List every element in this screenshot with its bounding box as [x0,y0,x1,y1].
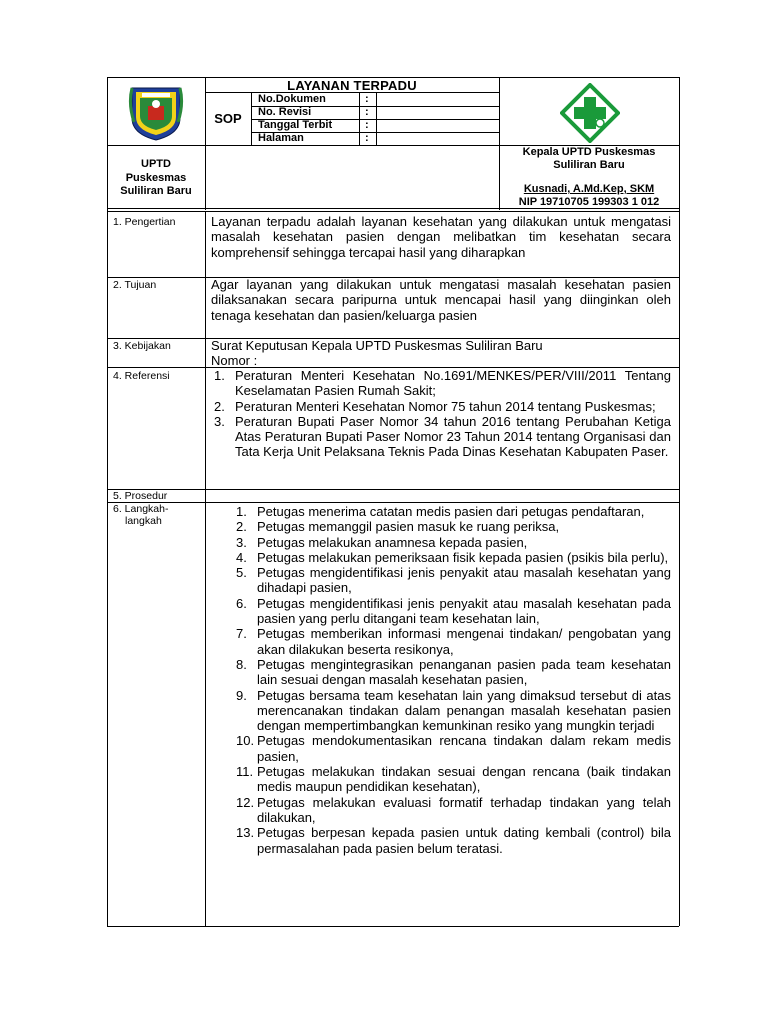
head-title [499,146,679,172]
list-item [214,368,671,399]
list-item-text: Petugas melakukan anamnesa kepada pasien, [257,534,528,550]
list-item-number: 2. [214,398,225,414]
list-item-text: Petugas mengidentifikasi jenis penyakit atau masalah kesehatan yang dihadapi pasien, [257,565,671,596]
section-label-prosedur: 5. Prosedur [113,490,168,502]
regional-emblem-logo [128,84,184,142]
list-item-number: 1. [236,504,247,519]
list-item [236,596,671,627]
kebijakan-line: Surat Keputusan Kepala UPTD Puskesmas Suliliran Baru [211,338,543,353]
list-item-number: 12. [236,794,255,810]
list-item-number: 10. [236,733,255,749]
section-label-langkah [113,503,168,527]
list-item [236,550,671,565]
list-item-text: Petugas bersama team kesehatan lain yang dimaksud tersebut di atas merencanakan tindakan dalam penangan masalah kesehatan pasien dengan mempertimbangkan kemunkinan resiko yang mungkin terjadi [257,687,671,734]
section-label-line: 6. Langkah- [113,503,169,515]
list-item-number: 1. [214,368,225,383]
kebijakan-line: Nomor : [211,353,258,369]
section-text-kebijakan [211,338,671,369]
doc-field-separator: : [365,132,369,144]
list-item-number: 11. [236,764,254,780]
list-item [236,795,671,826]
list-item [236,504,671,519]
section-label-kebijakan: 3. Kebijakan [113,340,171,352]
doc-field-page-label: Halaman [258,132,304,144]
list-item-number: 3. [214,413,225,429]
doc-field-separator: : [365,93,369,105]
section-label-tujuan: 2. Tujuan [113,279,157,291]
list-item-text: Peraturan Menteri Kesehatan Nomor 75 tahun 2014 tentang Puskesmas; [235,398,656,414]
list-item [236,764,671,795]
doc-field-separator: : [365,119,369,131]
list-item [236,565,671,596]
referensi-list [214,368,671,460]
list-item [236,733,671,764]
list-item [236,657,671,688]
doc-field-date-label: Tanggal Terbit [258,119,333,131]
list-item-text: Petugas mengintegrasikan penanganan pasien pada team kesehatan lain sesuai dengan masalah kesehatan pasien, [257,656,671,688]
list-item [236,519,671,534]
list-item-number: 3. [236,534,247,550]
list-item [214,414,671,460]
list-item-text: Petugas mengidentifikasi jenis penyakit atau masalah kesehatan pada pasien yang perlu ditangani team kesehatan lain, [257,595,671,627]
list-item-number: 8. [236,656,247,672]
langkah-list [236,504,671,856]
organization-name [107,158,205,199]
section-label-referensi: 4. Referensi [113,370,170,382]
head-nip: NIP 19710705 199303 1 012 [518,196,660,208]
section-text-tujuan: Agar layanan yang dilakukan untuk mengatasi masalah kesehatan pasien dilaksanakan secara paripurna untuk mencapai hasil yang diinginkan oleh tenaga kesehatan dan pasien/keluarga pasien [211,277,671,323]
list-item-number: 4. [236,549,247,565]
list-item-text: Petugas melakukan evaluasi formatif terhadap tindakan yang telah dilakukan, [257,794,671,825]
list-item-text: Peraturan Bupati Paser Nomor 34 tahun 2016 tentang Perubahan Ketiga Atas Peraturan Bupati Paser Nomor 23 Tahun 2014 tentang Organisasi dan Tata Kerja Unit Pelaksana Teknis Pada Dinas Kesehatan Kabupaten Paser. [235,413,671,460]
list-item-number: 5. [236,565,247,581]
sop-label: SOP [214,111,242,126]
list-item [214,399,671,414]
list-item-text: Petugas menerima catatan medis pasien dari petugas pendaftaran, [257,504,645,519]
doc-field-separator: : [365,106,369,118]
list-item-number: 13. [236,825,255,841]
list-item-text: Peraturan Menteri Kesehatan No.1691/MENKES/PER/VIII/2011 Tentang Keselamatan Pasien Rumah Sakit; [235,368,671,399]
list-item-number: 7. [236,626,247,642]
list-item [236,626,671,657]
doc-field-revision-label: No. Revisi [258,106,312,118]
list-item-text: Petugas memanggil pasien masuk ke ruang periksa, [257,519,560,535]
head-name: Kusnadi, A.Md.Kep, SKM [523,183,655,195]
document-title: LAYANAN TERPADU [287,78,417,93]
puskesmas-logo [560,83,620,143]
section-label-line: langkah [125,515,162,527]
list-item-number: 6. [236,595,247,611]
list-item-number: 9. [236,687,247,703]
organization-name-line: Puskesmas [125,171,187,184]
organization-name-line: Suliliran Baru [120,185,192,197]
list-item-text: Petugas berpesan kepada pasien untuk dating kembali (control) bila permasalahan pada pasien belum teratasi. [257,825,671,856]
list-item-text: Petugas mendokumentasikan rencana tindakan dalam rekam medis pasien, [257,733,671,764]
section-label-pengertian: 1. Pengertian [113,216,176,228]
list-item-text: Petugas melakukan tindakan sesuai dengan rencana (baik tindakan medis maupun pendidikan kesehatan), [257,764,671,795]
list-item-text: Petugas melakukan pemeriksaan fisik kepada pasien (psikis bila perlu), [257,549,669,565]
list-item-number: 2. [236,519,247,535]
head-title-line: Suliliran Baru [553,159,625,171]
head-title-line: Kepala UPTD Puskesmas [522,146,656,158]
list-item [236,825,671,856]
doc-field-number-label: No.Dokumen [258,93,326,105]
organization-name-line: UPTD [141,158,171,170]
list-item [236,535,671,550]
list-item [236,688,671,734]
list-item-text: Petugas memberikan informasi mengenai tindakan/ pengobatan yang akan dilakukan beserta resikonya, [257,626,671,657]
section-text-pengertian: Layanan terpadu adalah layanan kesehatan yang dilakukan untuk mengatasi masalah kesehatan pasien dengan melibatkan tim kesehatan secara komprehensif sehingga tercapai hasil yang diharapkan [211,214,671,260]
